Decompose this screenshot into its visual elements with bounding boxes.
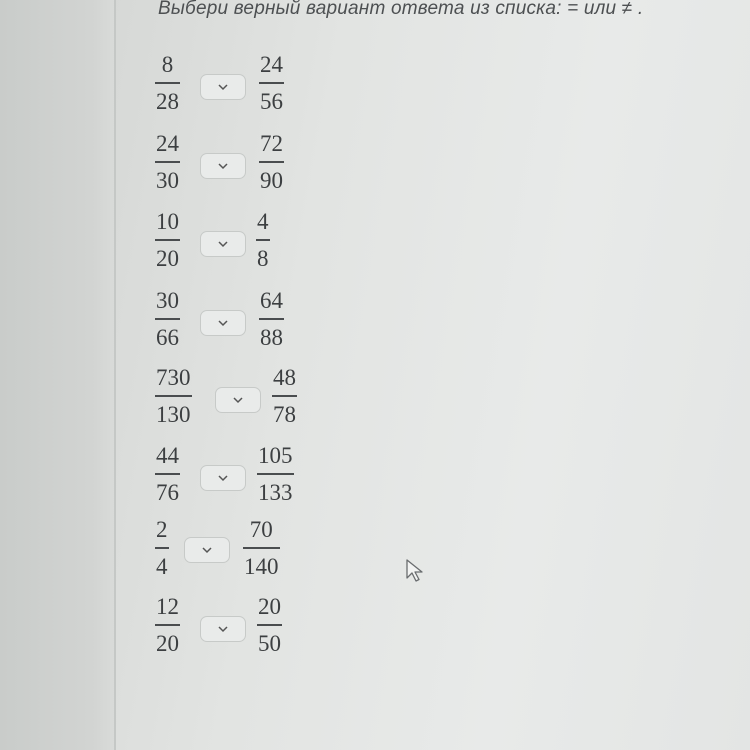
numerator: 4 xyxy=(257,209,269,234)
fraction-bar xyxy=(155,473,180,475)
left-fraction xyxy=(155,594,180,657)
left-fraction xyxy=(155,209,180,272)
mouse-pointer-icon xyxy=(405,558,427,584)
chevron-down-icon xyxy=(217,162,229,170)
numerator: 20 xyxy=(258,594,281,619)
page-margin xyxy=(0,0,115,750)
fraction-bar xyxy=(155,82,180,84)
numerator: 24 xyxy=(156,131,179,156)
denominator: 140 xyxy=(244,553,279,579)
task-instruction: Выбери верный вариант ответа из списка: = или ≠ . xyxy=(158,0,644,19)
comparison-row xyxy=(155,288,355,358)
numerator: 10 xyxy=(156,209,179,234)
numerator: 70 xyxy=(249,517,273,542)
right-fraction xyxy=(259,288,284,351)
fraction-bar xyxy=(272,395,297,397)
left-fraction xyxy=(155,517,169,580)
denominator: 88 xyxy=(260,324,283,350)
chevron-down-icon xyxy=(217,240,229,248)
denominator: 4 xyxy=(156,553,168,579)
chevron-down-icon xyxy=(217,474,229,482)
chevron-down-icon xyxy=(217,319,229,327)
fraction-bar xyxy=(259,82,284,84)
numerator: 105 xyxy=(258,443,293,468)
numerator: 8 xyxy=(161,52,174,77)
left-fraction xyxy=(155,131,180,194)
fraction-bar xyxy=(155,395,192,397)
fraction-bar xyxy=(256,239,270,241)
denominator: 133 xyxy=(258,479,293,505)
comparison-select[interactable] xyxy=(200,616,246,642)
left-fraction xyxy=(155,288,180,351)
numerator: 12 xyxy=(156,594,179,619)
comparison-select[interactable] xyxy=(215,387,261,413)
left-fraction xyxy=(155,443,180,506)
denominator: 28 xyxy=(156,88,179,114)
comparison-row xyxy=(155,365,355,435)
chevron-down-icon xyxy=(232,396,244,404)
comparison-row xyxy=(155,517,355,587)
comparison-select[interactable] xyxy=(200,310,246,336)
right-fraction xyxy=(257,594,282,657)
denominator: 78 xyxy=(273,401,296,427)
denominator: 30 xyxy=(156,167,179,193)
content-divider xyxy=(114,0,116,750)
comparison-select[interactable] xyxy=(200,74,246,100)
comparison-select[interactable] xyxy=(200,231,246,257)
numerator: 64 xyxy=(260,288,283,313)
comparison-row xyxy=(155,52,355,122)
left-fraction xyxy=(155,365,192,428)
fraction-bar xyxy=(257,624,282,626)
right-fraction xyxy=(243,517,280,580)
numerator: 730 xyxy=(156,365,191,390)
fraction-bar xyxy=(243,547,280,549)
denominator: 56 xyxy=(260,88,283,114)
right-fraction xyxy=(272,365,297,428)
comparison-select[interactable] xyxy=(184,537,230,563)
denominator: 50 xyxy=(258,630,281,656)
comparison-select[interactable] xyxy=(200,153,246,179)
left-fraction xyxy=(155,52,180,115)
right-fraction xyxy=(256,209,270,272)
right-fraction xyxy=(257,443,294,506)
denominator: 130 xyxy=(156,401,191,427)
comparison-select[interactable] xyxy=(200,465,246,491)
fraction-bar xyxy=(155,624,180,626)
numerator: 30 xyxy=(156,288,179,313)
chevron-down-icon xyxy=(217,625,229,633)
right-fraction xyxy=(259,52,284,115)
denominator: 20 xyxy=(156,245,179,271)
numerator: 2 xyxy=(156,517,168,542)
denominator: 76 xyxy=(156,479,179,505)
fraction-bar xyxy=(155,547,169,549)
fraction-bar xyxy=(259,318,284,320)
numerator: 48 xyxy=(273,365,296,390)
denominator: 20 xyxy=(156,630,179,656)
comparison-row xyxy=(155,594,355,664)
numerator: 24 xyxy=(260,52,283,77)
fraction-bar xyxy=(155,318,180,320)
fraction-bar xyxy=(259,161,284,163)
fraction-bar xyxy=(155,239,180,241)
chevron-down-icon xyxy=(217,83,229,91)
denominator: 66 xyxy=(156,324,179,350)
comparison-row xyxy=(155,209,355,279)
numerator: 44 xyxy=(156,443,179,468)
fraction-bar xyxy=(155,161,180,163)
comparison-row xyxy=(155,131,355,201)
denominator: 90 xyxy=(260,167,283,193)
chevron-down-icon xyxy=(201,546,213,554)
right-fraction xyxy=(259,131,284,194)
fraction-bar xyxy=(257,473,294,475)
denominator: 8 xyxy=(257,245,269,271)
numerator: 72 xyxy=(260,131,283,156)
comparison-row xyxy=(155,443,355,513)
